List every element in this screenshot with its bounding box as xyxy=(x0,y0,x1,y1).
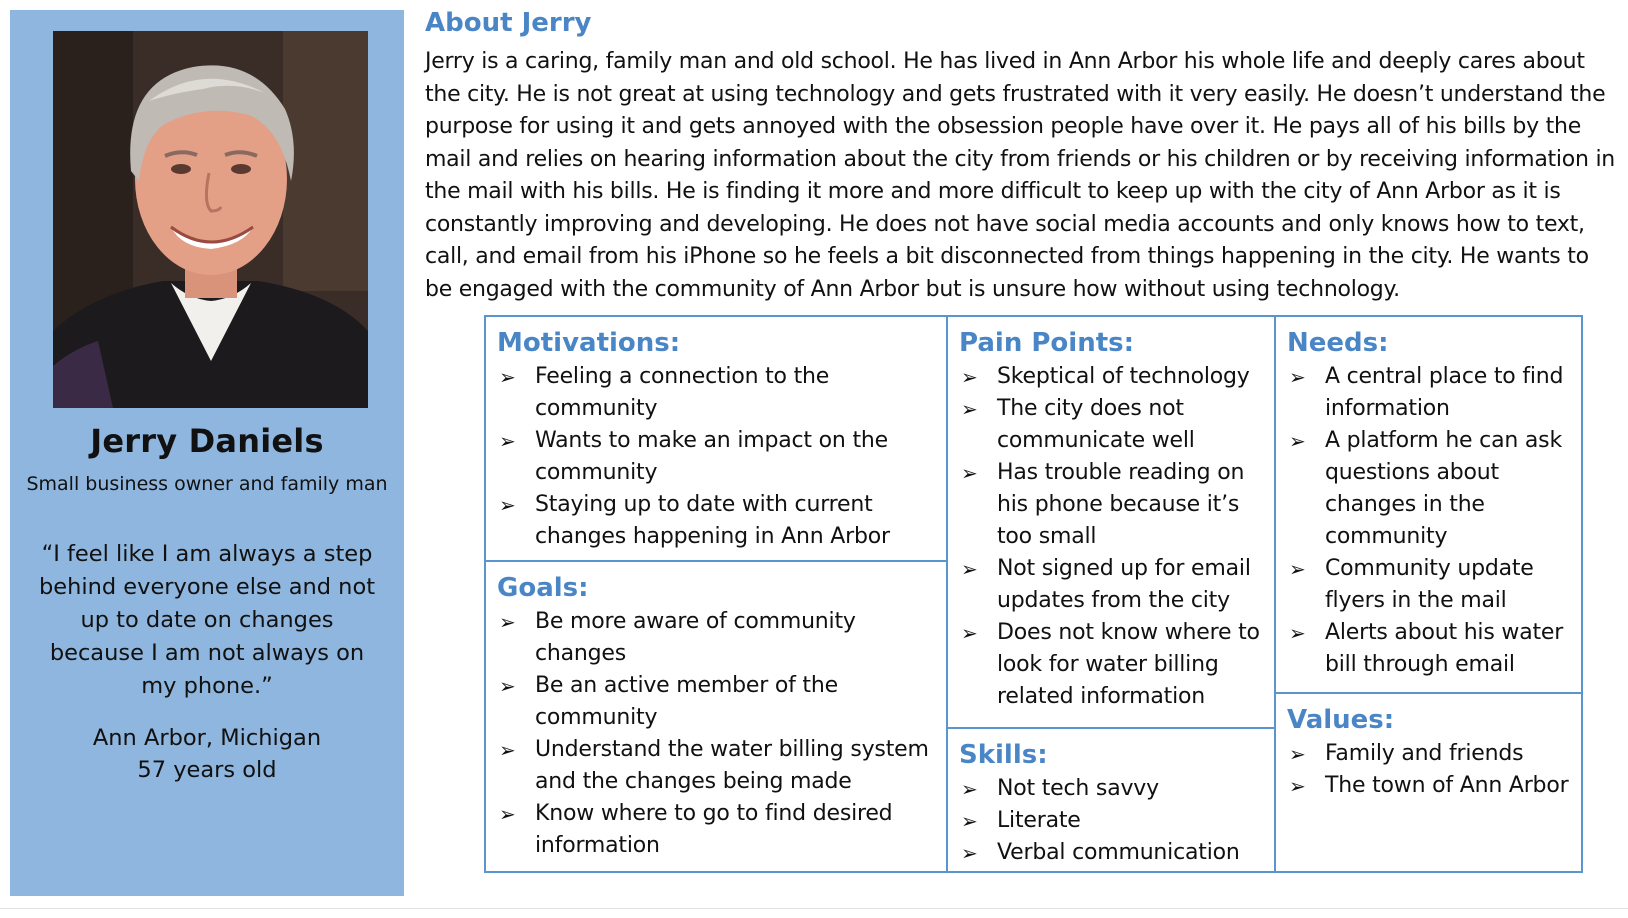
list-item: ➢ Wants to make an impact on the community xyxy=(497,425,938,489)
needs-list xyxy=(1287,361,1573,681)
skills-list xyxy=(959,773,1266,869)
values-section xyxy=(1276,694,1581,871)
pain-points-list xyxy=(959,361,1266,713)
list-item: ➢ A central place to find information xyxy=(1287,361,1573,425)
list-item: ➢ Alerts about his water bill through email xyxy=(1287,617,1573,681)
values-list xyxy=(1287,738,1573,802)
values-title: Values: xyxy=(1287,705,1395,735)
needs-section xyxy=(1276,317,1581,694)
list-item: ➢ Know where to go to find desired information xyxy=(497,798,938,862)
persona-quote: “I feel like I am always a step behind everyone else and not up to date on changes because I am not always on my phone.” xyxy=(38,541,376,699)
motivations-list xyxy=(497,361,938,553)
list-item: ➢ Family and friends xyxy=(1287,738,1573,770)
goals-section xyxy=(486,562,948,871)
list-item: ➢ Does not know where to look for water billing related information xyxy=(959,617,1266,713)
profile-photo xyxy=(53,31,368,408)
list-item: ➢ A platform he can ask questions about changes in the community xyxy=(1287,425,1573,553)
pain-points-title: Pain Points: xyxy=(959,328,1135,358)
list-item: ➢ Understand the water billing system and the changes being made xyxy=(497,734,938,798)
about-text: Jerry is a caring, family man and old school. He has lived in Ann Arbor his whole life and deeply cares about the city. He is not great at using technology and gets frustrated with it very easily. He doesn’t understand the purpose for using it and gets annoyed with the obsession people have over it. He pays all of his bills by the mail and relies on hearing information about the city from friends or his children or by receiving information in the mail with his bills. He is finding it more and more difficult to keep up with the city of Ann Arbor as it is constantly improving and developing. He does not have social media accounts and only knows how to text, call, and email from his iPhone so he feels a bit disconnected from things happening in the city. He wants to be engaged with the community of Ann Arbor but is unsure how without using technology. xyxy=(425,49,1615,302)
list-item: ➢ Staying up to date with current changes happening in Ann Arbor xyxy=(497,489,938,553)
about-title: About Jerry xyxy=(425,8,592,38)
profile-sidebar xyxy=(10,10,404,896)
list-item: ➢ Be an active member of the community xyxy=(497,670,938,734)
list-item: ➢ Verbal communication xyxy=(959,837,1266,869)
pain-points-section xyxy=(948,317,1276,729)
list-item: ➢ Be more aware of community changes xyxy=(497,606,938,670)
divider xyxy=(0,908,1628,909)
goals-list xyxy=(497,606,938,862)
portrait-image xyxy=(53,31,368,408)
list-item: ➢ The city does not communicate well xyxy=(959,393,1266,457)
persona-grid xyxy=(484,315,1583,873)
list-item: ➢ Feeling a connection to the community xyxy=(497,361,938,425)
list-item: ➢ Not signed up for email updates from the city xyxy=(959,553,1266,617)
persona-role: Small business owner and family man xyxy=(26,473,388,495)
persona-location: Ann Arbor, Michigan xyxy=(92,725,322,751)
list-item: ➢ Community update flyers in the mail xyxy=(1287,553,1573,617)
skills-title: Skills: xyxy=(959,740,1048,770)
skills-section xyxy=(948,729,1276,871)
goals-title: Goals: xyxy=(497,573,589,603)
needs-title: Needs: xyxy=(1287,328,1389,358)
list-item: ➢ The town of Ann Arbor xyxy=(1287,770,1573,802)
list-item: ➢ Not tech savvy xyxy=(959,773,1266,805)
list-item: ➢ Has trouble reading on his phone because it’s too small xyxy=(959,457,1266,553)
persona-name: Jerry Daniels xyxy=(90,422,324,460)
list-item: ➢ Literate xyxy=(959,805,1266,837)
motivations-section xyxy=(486,317,948,562)
motivations-title: Motivations: xyxy=(497,328,681,358)
persona-age: 57 years old xyxy=(137,757,277,783)
list-item: ➢ Skeptical of technology xyxy=(959,361,1266,393)
